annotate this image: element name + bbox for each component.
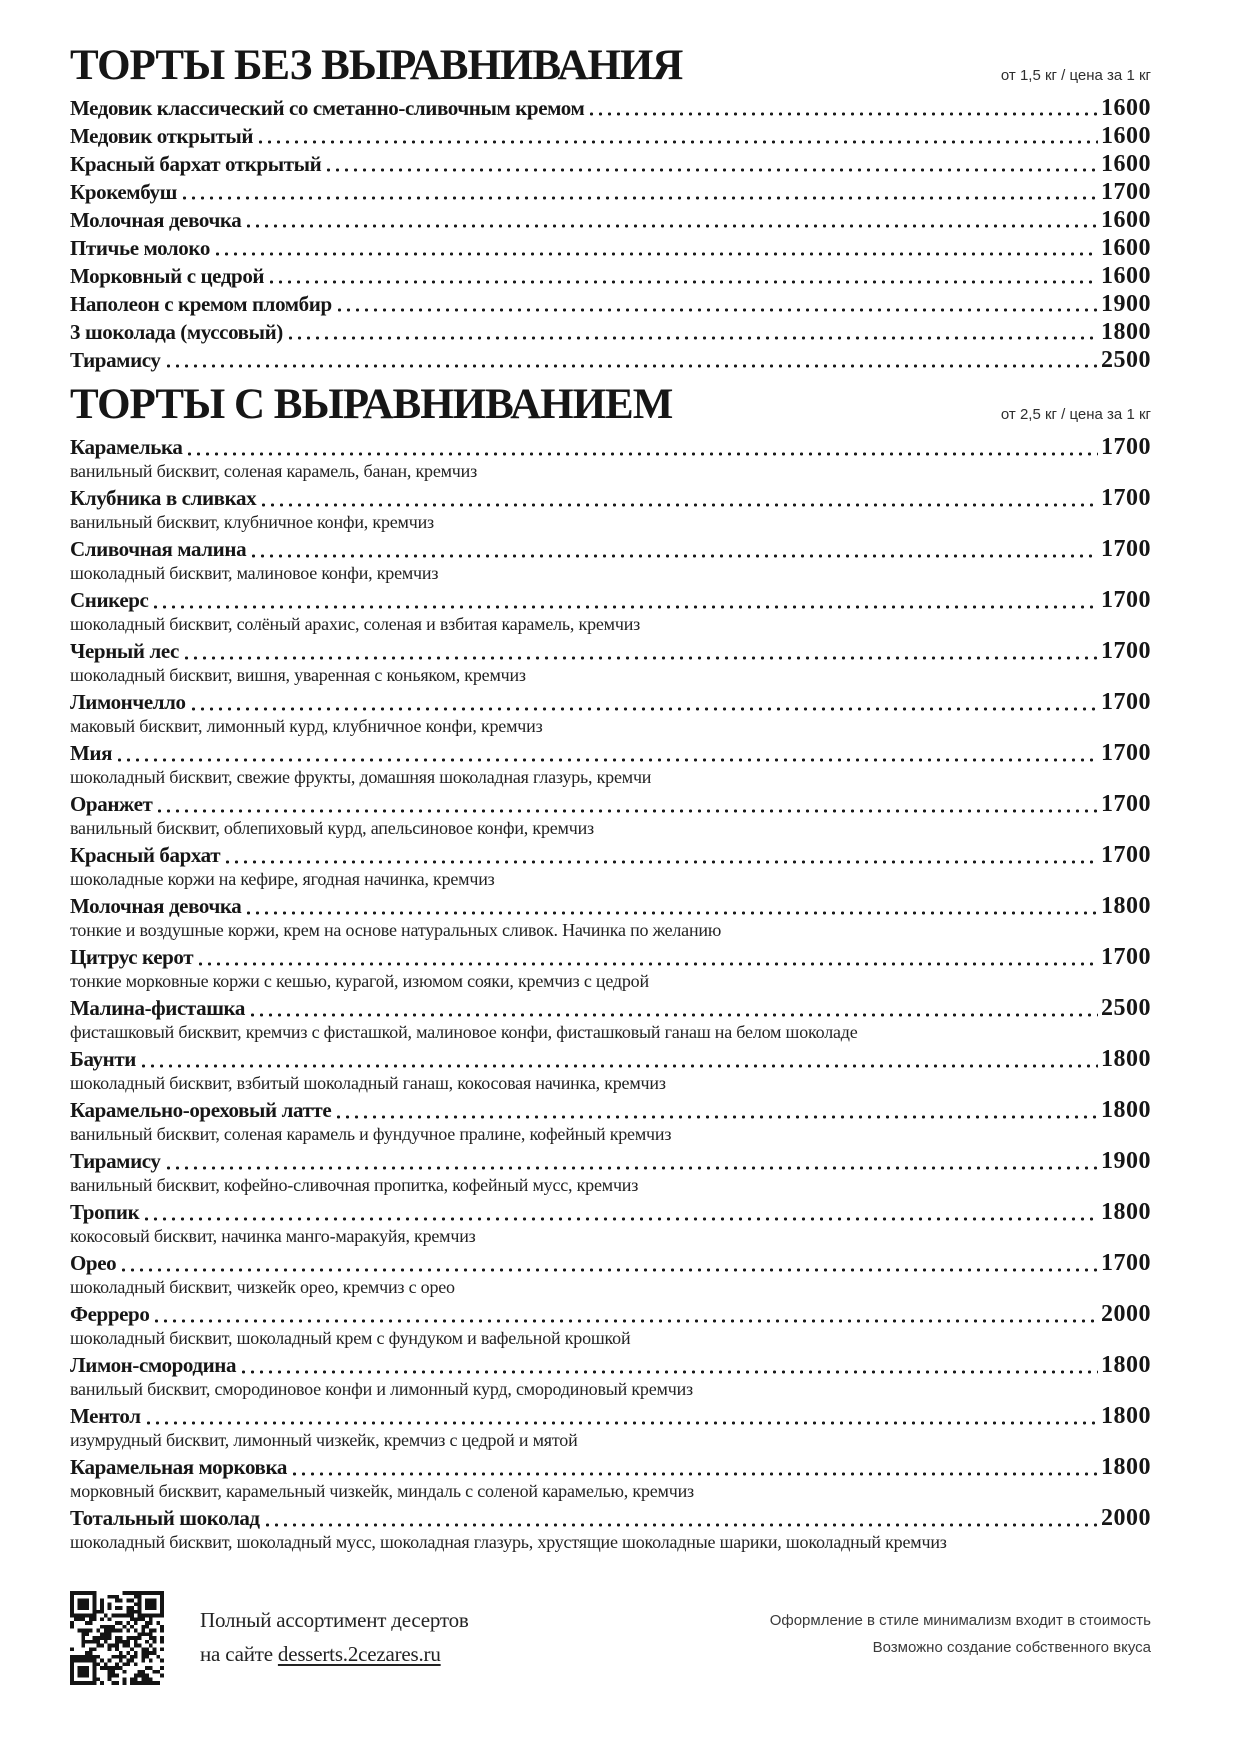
item-description: ванильый бисквит, смородиновое конфи и лимонный курд, смородиновый кремчиз <box>70 1379 693 1399</box>
dot-leader <box>286 336 1098 340</box>
assortment-text <box>200 1603 469 1671</box>
menu-item <box>70 1352 1151 1400</box>
item-description: ванильный бисквит, кофейно-сливочная пропитка, кофейный мусс, кремчиз <box>70 1175 639 1195</box>
item-name: Красный бархат <box>70 843 221 867</box>
dot-leader <box>119 1268 1098 1272</box>
menu-item <box>70 1199 1151 1247</box>
dot-leader <box>144 1421 1098 1425</box>
item-description: шоколадный бисквит, малиновое конфи, кремчиз <box>70 563 439 583</box>
item-name: Наполеон с кремом пломбир <box>70 292 332 316</box>
item-name: Орео <box>70 1251 117 1275</box>
item-description: маковый бисквит, лимонный курд, клубничное конфи, кремчиз <box>70 716 543 736</box>
item-name: Тирамису <box>70 1149 161 1173</box>
item-price: 2000 <box>1101 1301 1151 1327</box>
menu-item <box>70 893 1151 941</box>
menu-item <box>70 151 1151 177</box>
item-price: 1700 <box>1101 638 1151 664</box>
dot-leader <box>267 280 1098 284</box>
menu-item <box>70 1403 1151 1451</box>
item-line <box>70 689 1151 716</box>
menu-item <box>70 1301 1151 1349</box>
dot-leader <box>115 758 1098 762</box>
menu-item <box>70 842 1151 890</box>
item-line <box>70 347 1151 373</box>
menu-item <box>70 689 1151 737</box>
item-description: ванильный бисквит, облепиховый курд, апельсиновое конфи, кремчиз <box>70 818 594 838</box>
item-name: Карамельная морковка <box>70 1455 287 1479</box>
item-price: 1600 <box>1101 123 1151 149</box>
item-price: 1800 <box>1101 1097 1151 1123</box>
dot-leader <box>164 364 1098 368</box>
item-line <box>70 434 1151 461</box>
item-line <box>70 1301 1151 1328</box>
item-name: Тропик <box>70 1200 140 1224</box>
dot-leader <box>142 1217 1098 1221</box>
item-price: 2000 <box>1101 1505 1151 1531</box>
dot-leader <box>189 707 1098 711</box>
item-line <box>70 207 1151 233</box>
menu-item <box>70 740 1151 788</box>
item-name: Баунти <box>70 1047 136 1071</box>
item-line <box>70 1403 1151 1430</box>
menu-item <box>70 995 1151 1043</box>
menu-items-list <box>70 434 1151 1553</box>
menu-item <box>70 485 1151 533</box>
site-link[interactable]: desserts.2cezares.ru <box>277 1642 441 1666</box>
item-line <box>70 638 1151 665</box>
item-name: Лимон-смородина <box>70 1353 237 1377</box>
menu-item <box>70 347 1151 373</box>
item-name: Тотальный шоколад <box>70 1506 260 1530</box>
item-name: Сливочная малина <box>70 537 247 561</box>
item-price: 1800 <box>1101 1403 1151 1429</box>
dot-leader <box>244 224 1098 228</box>
item-price: 1600 <box>1101 207 1151 233</box>
dot-leader <box>213 252 1098 256</box>
item-name: Ментол <box>70 1404 141 1428</box>
menu-item <box>70 95 1151 121</box>
assortment-line2 <box>200 1637 469 1671</box>
section-cakes-without-leveling <box>70 44 1151 373</box>
dot-leader <box>180 196 1098 200</box>
item-description: ванильный бисквит, соленая карамель и фундучное пралине, кофейный кремчиз <box>70 1124 672 1144</box>
item-price: 1600 <box>1101 235 1151 261</box>
menu-item <box>70 1454 1151 1502</box>
menu-item <box>70 638 1151 686</box>
item-price: 1700 <box>1101 791 1151 817</box>
menu-item <box>70 944 1151 992</box>
dot-leader <box>139 1064 1098 1068</box>
item-name: Лимончелло <box>70 690 186 714</box>
section-price-note: от 2,5 кг / цена за 1 кг <box>1000 406 1151 423</box>
item-line <box>70 1250 1151 1277</box>
menu-item <box>70 1250 1151 1298</box>
menu-item <box>70 434 1151 482</box>
assortment-line2-prefix: на сайте <box>200 1642 278 1666</box>
item-line <box>70 1352 1151 1379</box>
item-line <box>70 263 1151 289</box>
item-description: тонкие морковные коржи с кешью, курагой, изюмом сояки, кремчиз с цедрой <box>70 971 649 991</box>
item-price: 1800 <box>1101 1199 1151 1225</box>
item-price: 1600 <box>1101 263 1151 289</box>
footer-note-line2: Возможно создание собственного вкуса <box>872 1639 1151 1656</box>
item-name: 3 шоколада (муссовый) <box>70 320 283 344</box>
dot-leader <box>223 860 1098 864</box>
dot-leader <box>196 962 1098 966</box>
item-line <box>70 1505 1151 1532</box>
item-line <box>70 1148 1151 1175</box>
menu-item <box>70 123 1151 149</box>
menu-item <box>70 1046 1151 1094</box>
section-title: ТОРТЫ БЕЗ ВЫРАВНИВАНИЯ <box>70 42 683 89</box>
item-description: шоколадный бисквит, чизкейк орео, кремчиз с орео <box>70 1277 455 1297</box>
dot-leader <box>587 112 1098 116</box>
item-price: 1800 <box>1101 893 1151 919</box>
item-name: Черный лес <box>70 639 179 663</box>
menu-item <box>70 791 1151 839</box>
item-price: 1700 <box>1101 740 1151 766</box>
item-line <box>70 235 1151 261</box>
item-description: шоколадный бисквит, вишня, уваренная с коньяком, кремчиз <box>70 665 526 685</box>
item-name: Медовик открытый <box>70 124 254 148</box>
qr-code-icon <box>70 1591 164 1685</box>
item-price: 1700 <box>1101 1250 1151 1276</box>
dot-leader <box>155 809 1098 813</box>
item-name: Морковный с цедрой <box>70 264 265 288</box>
footer-notes <box>770 1607 1151 1661</box>
menu-item <box>70 235 1151 261</box>
dot-leader <box>164 1166 1098 1170</box>
item-description: ванильный бисквит, соленая карамель, банан, кремчиз <box>70 461 478 481</box>
menu-item <box>70 207 1151 233</box>
item-name: Цитрус керот <box>70 945 194 969</box>
section-title: ТОРТЫ С ВЫРАВНИВАНИЕМ <box>70 381 673 428</box>
item-line <box>70 1046 1151 1073</box>
section-price-note: от 1,5 кг / цена за 1 кг <box>1000 67 1151 84</box>
item-line <box>70 587 1151 614</box>
menu-item <box>70 587 1151 635</box>
item-price: 1700 <box>1101 179 1151 205</box>
footer <box>70 1591 1151 1685</box>
item-price: 1900 <box>1101 1148 1151 1174</box>
item-name: Красный бархат открытый <box>70 152 322 176</box>
item-line <box>70 740 1151 767</box>
item-name: Сникерс <box>70 588 149 612</box>
item-name: Мия <box>70 741 113 765</box>
item-name: Малина-фисташка <box>70 996 246 1020</box>
item-line <box>70 179 1151 205</box>
item-name: Молочная девочка <box>70 208 242 232</box>
item-description: морковный бисквит, карамельный чизкейк, миндаль с соленой карамелью, кремчиз <box>70 1481 694 1501</box>
item-price: 2500 <box>1101 347 1151 373</box>
dot-leader <box>152 1319 1098 1323</box>
menu-item <box>70 1505 1151 1553</box>
item-description: шоколадный бисквит, шоколадный мусс, шоколадная глазурь, хрустящие шоколадные шарики, шоколадный кремчиз <box>70 1532 947 1552</box>
dot-leader <box>324 168 1098 172</box>
dot-leader <box>334 1115 1098 1119</box>
item-name: Птичье молоко <box>70 236 210 260</box>
item-price: 1800 <box>1101 319 1151 345</box>
item-name: Крокембуш <box>70 180 177 204</box>
item-line <box>70 944 1151 971</box>
item-price: 1700 <box>1101 587 1151 613</box>
item-line <box>70 842 1151 869</box>
item-description: ванильный бисквит, клубничное конфи, кремчиз <box>70 512 434 532</box>
menu-item <box>70 291 1151 317</box>
item-price: 1800 <box>1101 1352 1151 1378</box>
item-price: 1600 <box>1101 151 1151 177</box>
item-line <box>70 485 1151 512</box>
item-description: шоколадный бисквит, взбитый шоколадный ганаш, кокосовая начинка, кремчиз <box>70 1073 666 1093</box>
item-description: тонкие и воздушные коржи, крем на основе натуральных сливок. Начинка по желанию <box>70 920 722 940</box>
item-price: 1700 <box>1101 536 1151 562</box>
item-line <box>70 291 1151 317</box>
section-cakes-with-leveling <box>70 383 1151 1553</box>
item-description: кокосовый бисквит, начинка манго-маракуйя, кремчиз <box>70 1226 476 1246</box>
item-line <box>70 791 1151 818</box>
item-line <box>70 1454 1151 1481</box>
item-line <box>70 1199 1151 1226</box>
menu-item <box>70 1148 1151 1196</box>
item-line <box>70 123 1151 149</box>
dot-leader <box>182 656 1098 660</box>
item-line <box>70 893 1151 920</box>
dot-leader <box>151 605 1098 609</box>
section-header <box>70 44 1151 87</box>
item-name: Молочная девочка <box>70 894 242 918</box>
menu-item <box>70 179 1151 205</box>
dot-leader <box>248 1013 1098 1017</box>
dot-leader <box>244 911 1098 915</box>
menu-items-list <box>70 95 1151 373</box>
menu-item <box>70 319 1151 345</box>
item-description: фисташковый бисквит, кремчиз с фисташкой, малиновое конфи, фисташковый ганаш на белом шоколаде <box>70 1022 858 1042</box>
item-name: Оранжет <box>70 792 153 816</box>
item-description: шоколадный бисквит, солёный арахис, соленая и взбитая карамель, кремчиз <box>70 614 641 634</box>
dot-leader <box>290 1472 1098 1476</box>
menu-item <box>70 536 1151 584</box>
item-name: Карамельно-ореховый латте <box>70 1098 332 1122</box>
item-line <box>70 995 1151 1022</box>
item-price: 1700 <box>1101 689 1151 715</box>
item-line <box>70 151 1151 177</box>
footer-note-line1: Оформление в стиле минимализм входит в стоимость <box>769 1612 1151 1629</box>
item-name: Карамелька <box>70 435 183 459</box>
item-description: изумрудный бисквит, лимонный чизкейк, кремчиз с цедрой и мятой <box>70 1430 578 1450</box>
item-line <box>70 1097 1151 1124</box>
item-price: 1600 <box>1101 95 1151 121</box>
item-price: 1900 <box>1101 291 1151 317</box>
item-name: Клубника в сливках <box>70 486 257 510</box>
assortment-line1: Полный ассортимент десертов <box>200 1608 469 1632</box>
dot-leader <box>259 503 1098 507</box>
item-line <box>70 95 1151 121</box>
menu-item <box>70 263 1151 289</box>
menu-item <box>70 1097 1151 1145</box>
item-name: Медовик классический со сметанно-сливочным кремом <box>70 96 585 120</box>
item-description: шоколадный бисквит, шоколадный крем с фундуком и вафельной крошкой <box>70 1328 631 1348</box>
dot-leader <box>335 308 1098 312</box>
dot-leader <box>256 140 1098 144</box>
item-price: 1800 <box>1101 1454 1151 1480</box>
item-description: шоколадный бисквит, свежие фрукты, домашняя шоколадная глазурь, кремчи <box>70 767 652 787</box>
item-price: 1700 <box>1101 842 1151 868</box>
section-header <box>70 383 1151 426</box>
dot-leader <box>239 1370 1098 1374</box>
item-price: 1700 <box>1101 485 1151 511</box>
item-price: 2500 <box>1101 995 1151 1021</box>
dot-leader <box>249 554 1098 558</box>
dot-leader <box>185 452 1098 456</box>
item-price: 1700 <box>1101 434 1151 460</box>
item-line <box>70 319 1151 345</box>
item-price: 1800 <box>1101 1046 1151 1072</box>
item-price: 1700 <box>1101 944 1151 970</box>
item-description: шоколадные коржи на кефире, ягодная начинка, кремчиз <box>70 869 495 889</box>
item-line <box>70 536 1151 563</box>
item-name: Ферреро <box>70 1302 150 1326</box>
dot-leader <box>263 1523 1098 1527</box>
item-name: Тирамису <box>70 348 161 372</box>
